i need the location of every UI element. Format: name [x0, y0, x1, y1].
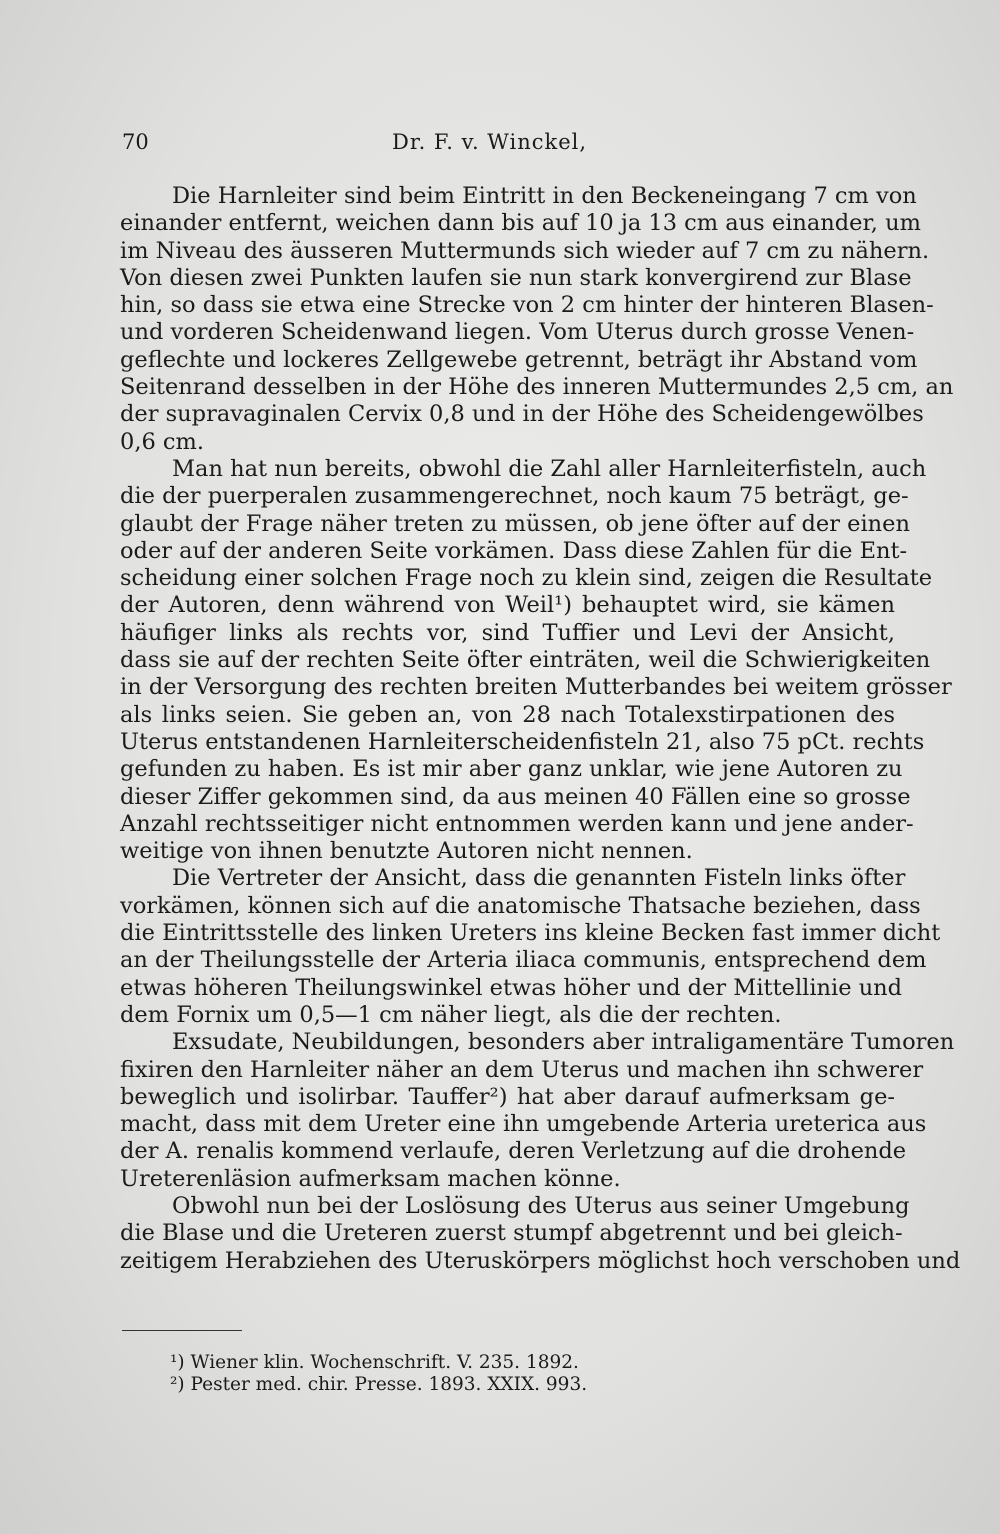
- text-line: die der puerperalen zusammengerechnet, noch kaum 75 beträgt, ge-: [120, 483, 909, 510]
- text-line: Uterus entstandenen Harnleiterscheidenfisteln 21, also 75 pCt. rechts: [120, 728, 925, 755]
- text-line: etwas höheren Theilungswinkel etwas höher und der Mittellinie und: [120, 974, 903, 1001]
- text-line: dass sie auf der rechten Seite öfter einträten, weil die Schwierigkeiten: [120, 647, 931, 674]
- text-line: als links seien. Sie geben an, von 28 nach Totalexstirpationen des: [120, 701, 895, 728]
- page-number: 70: [122, 130, 149, 154]
- footnotes: [170, 1352, 770, 1396]
- text-line: fixiren den Harnleiter näher an dem Uterus und machen ihn schwerer: [120, 1056, 924, 1083]
- text-line: weitige von ihnen benutzte Autoren nicht nennen.: [120, 838, 693, 865]
- text-line: geflechte und lockeres Zellgewebe getrennt, beträgt ihr Abstand vom: [120, 346, 918, 373]
- text-line: an der Theilungsstelle der Arteria iliaca communis, entsprechend dem: [120, 947, 927, 974]
- running-head: Dr. F. v. Winckel,: [392, 130, 588, 154]
- text-line: glaubt der Frage näher treten zu müssen, ob jene öfter auf der einen: [120, 510, 910, 537]
- text-line: Anzahl rechtsseitiger nicht entnommen werden kann und jene ander-: [120, 810, 914, 837]
- text-line: Seitenrand desselben in der Höhe des inneren Muttermundes 2,5 cm, an: [120, 374, 954, 401]
- text-line: 0,6 cm.: [120, 428, 205, 455]
- text-line: im Niveau des äusseren Muttermunds sich wieder auf 7 cm zu nähern.: [120, 237, 930, 264]
- text-line: der Autoren, denn während von Weil¹) behauptet wird, sie kämen: [120, 592, 895, 619]
- text-line: Man hat nun bereits, obwohl die Zahl aller Harnleiterfisteln, auch: [172, 455, 927, 482]
- text-line: dieser Ziffer gekommen sind, da aus meinen 40 Fällen eine so grosse: [120, 783, 911, 810]
- text-line: Die Vertreter der Ansicht, dass die genannten Fisteln links öfter: [172, 865, 906, 892]
- paragraph: [120, 183, 954, 456]
- paragraph: [120, 455, 952, 865]
- paragraph: [120, 1029, 955, 1193]
- text-line: Von diesen zwei Punkten laufen sie nun stark konvergirend zur Blase: [120, 264, 912, 291]
- text-line: oder auf der anderen Seite vorkämen. Dass diese Zahlen für die Ent-: [120, 537, 908, 564]
- text-line: die Eintrittsstelle des linken Ureters ins kleine Becken fast immer dicht: [120, 920, 941, 947]
- text-line: scheidung einer solchen Frage noch zu klein sind, zeigen die Resultate: [120, 565, 933, 592]
- text-line: häufiger links als rechts vor, sind Tuffier und Levi der Ansicht,: [120, 619, 895, 646]
- text-line: und vorderen Scheidenwand liegen. Vom Uterus durch grosse Venen-: [120, 319, 915, 346]
- footnote-rule: [122, 1330, 242, 1331]
- body-text: [120, 183, 961, 1275]
- text-line: vorkämen, können sich auf die anatomische Thatsache beziehen, dass: [120, 892, 921, 919]
- text-line: Die Harnleiter sind beim Eintritt in den Beckeneingang 7 cm von: [172, 183, 917, 209]
- text-line: Exsudate, Neubildungen, besonders aber intraligamentäre Tumoren: [172, 1029, 955, 1056]
- paragraph: [120, 1192, 961, 1275]
- text-line: der supravaginalen Cervix 0,8 und in der Höhe des Scheidengewölbes: [120, 401, 924, 428]
- text-line: die Blase und die Ureteren zuerst stumpf abgetrennt und bei gleich-: [120, 1220, 903, 1247]
- paragraph: [120, 865, 941, 1029]
- text-line: beweglich und isolirbar. Tauffer²) hat aber darauf aufmerksam ge-: [120, 1083, 895, 1110]
- text-line: gefunden zu haben. Es ist mir aber ganz unklar, wie jene Autoren zu: [120, 756, 903, 783]
- text-line: einander entfernt, weichen dann bis auf 10 ja 13 cm aus einander, um: [120, 210, 921, 237]
- text-line: Ureterenläsion aufmerksam machen könne.: [120, 1165, 621, 1192]
- text-line: zeitigem Herabziehen des Uteruskörpers möglichst hoch verschoben und: [120, 1247, 961, 1274]
- footnote-1: ¹) Wiener klin. Wochenschrift. V. 235. 1892.: [170, 1352, 579, 1373]
- text-line: Obwohl nun bei der Loslösung des Uterus aus seiner Umgebung: [172, 1192, 910, 1219]
- text-line: hin, so dass sie etwa eine Strecke von 2 cm hinter der hinteren Blasen-: [120, 292, 934, 319]
- text-line: der A. renalis kommend verlaufe, deren Verletzung auf die drohende: [120, 1138, 907, 1165]
- page-header: [122, 130, 892, 162]
- text-line: in der Versorgung des rechten breiten Mutterbandes bei weitem grösser: [120, 674, 952, 701]
- text-line: macht, dass mit dem Ureter eine ihn umgebende Arteria ureterica aus: [120, 1111, 927, 1138]
- footnote-2: ²) Pester med. chir. Presse. 1893. XXIX. 993.: [170, 1374, 588, 1395]
- text-line: dem Fornix um 0,5—1 cm näher liegt, als die der rechten.: [120, 1001, 782, 1028]
